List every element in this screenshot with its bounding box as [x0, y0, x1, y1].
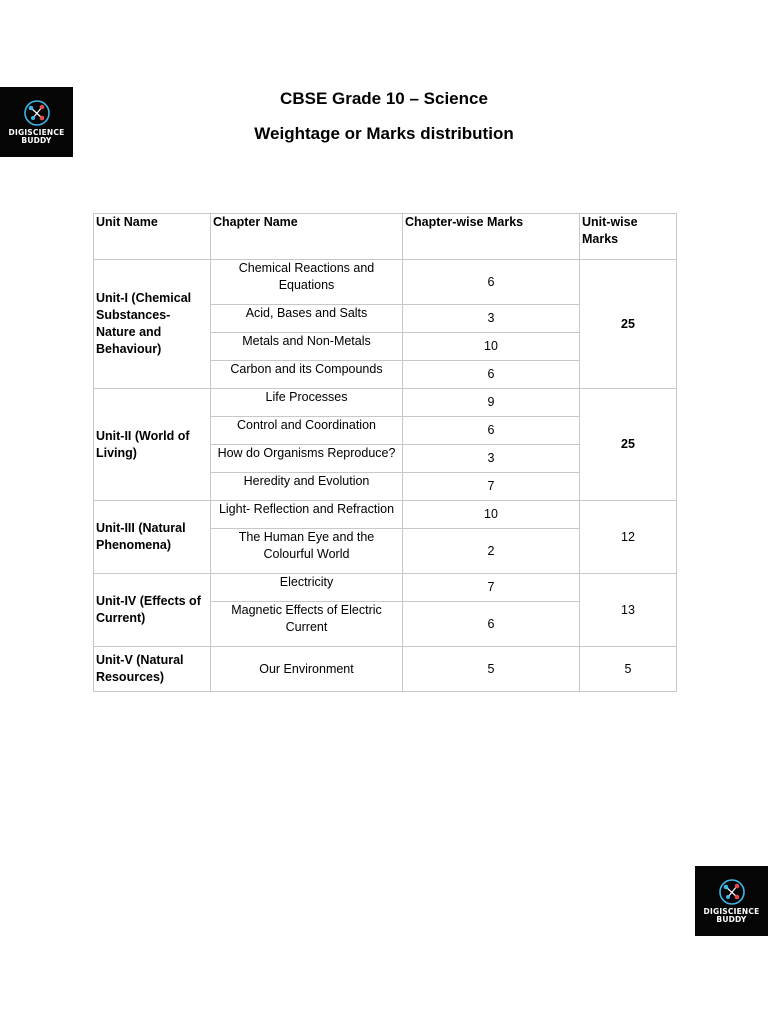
chapter-marks: 2 [403, 529, 580, 574]
chapter-marks: 3 [403, 445, 580, 473]
chapter-name: Our Environment [211, 647, 403, 692]
unit-marks: 5 [580, 647, 677, 692]
chapter-name: The Human Eye and the Colourful World [211, 529, 403, 574]
chapter-name: Control and Coordination [211, 417, 403, 445]
table-header-row [94, 214, 677, 260]
chapter-name: Life Processes [211, 389, 403, 417]
header-chapter-wise-marks: Chapter-wise Marks [403, 214, 580, 260]
unit-marks: 12 [580, 501, 677, 574]
unit-name: Unit-II (World of Living) [94, 389, 211, 501]
chapter-marks: 5 [403, 647, 580, 692]
chapter-marks: 6 [403, 602, 580, 647]
chapter-marks: 6 [403, 361, 580, 389]
header-unit-wise-marks: Unit-wise Marks [580, 214, 677, 260]
chapter-name: Magnetic Effects of Electric Current [211, 602, 403, 647]
table-row [94, 389, 677, 417]
table-row [94, 260, 677, 305]
header-chapter-name: Chapter Name [211, 214, 403, 260]
chapter-name: Chemical Reactions and Equations [211, 260, 403, 305]
table-row [94, 574, 677, 602]
chapter-name: Heredity and Evolution [211, 473, 403, 501]
chapter-marks: 6 [403, 417, 580, 445]
chapter-name: Acid, Bases and Salts [211, 305, 403, 333]
table-row [94, 647, 677, 692]
unit-name: Unit-III (Natural Phenomena) [94, 501, 211, 574]
chapter-name: Light- Reflection and Refraction [211, 501, 403, 529]
logo-text-line1: DIGISCIENCE [703, 907, 760, 916]
chapter-marks: 10 [403, 333, 580, 361]
logo-text-line2: BUDDY [21, 136, 52, 145]
chapter-marks: 7 [403, 473, 580, 501]
unit-name: Unit-IV (Effects of Current) [94, 574, 211, 647]
chapter-marks: 7 [403, 574, 580, 602]
chapter-name: How do Organisms Reproduce? [211, 445, 403, 473]
logo-text-line2: BUDDY [716, 915, 747, 924]
logo-bottom [695, 866, 768, 936]
chapter-marks: 6 [403, 260, 580, 305]
chapter-marks: 10 [403, 501, 580, 529]
atom-icon [718, 878, 746, 906]
table-row [94, 501, 677, 529]
logo-text-line1: DIGISCIENCE [8, 128, 65, 137]
page-subtitle: Weightage or Marks distribution [254, 124, 514, 143]
header-unit-name: Unit Name [94, 214, 211, 260]
chapter-name: Metals and Non-Metals [211, 333, 403, 361]
unit-marks: 25 [580, 389, 677, 501]
unit-name: Unit-V (Natural Resources) [94, 647, 211, 692]
chapter-marks: 9 [403, 389, 580, 417]
marks-table [93, 213, 677, 692]
chapter-name: Carbon and its Compounds [211, 361, 403, 389]
chapter-name: Electricity [211, 574, 403, 602]
page-title: CBSE Grade 10 – Science [280, 89, 488, 108]
unit-name: Unit-I (Chemical Substances- Nature and Behaviour) [94, 260, 211, 389]
unit-marks: 25 [580, 260, 677, 389]
unit-marks: 13 [580, 574, 677, 647]
chapter-marks: 3 [403, 305, 580, 333]
